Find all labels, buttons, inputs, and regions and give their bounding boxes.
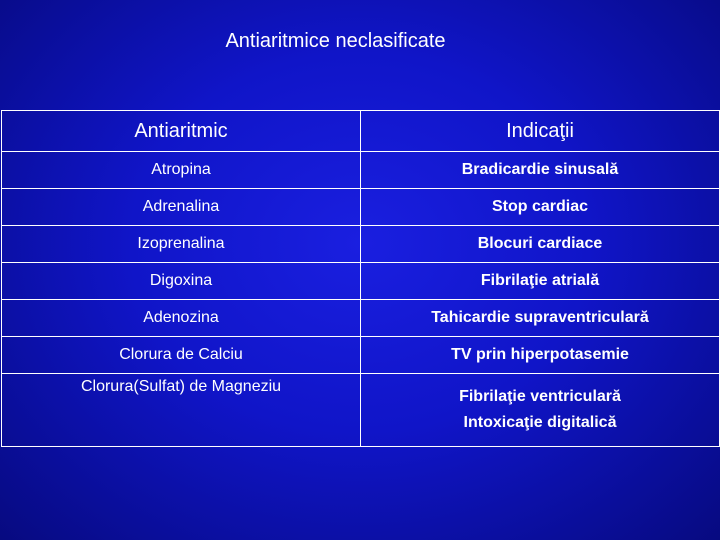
table-row [2,300,720,337]
table-row [2,226,720,263]
header-indication: Indicaţii [361,111,720,152]
drug-cell: Clorura(Sulfat) de Magneziu [2,374,361,447]
table-header-row [2,111,720,152]
drug-cell: Atropina [2,152,361,189]
indication-line: Intoxicaţie digitalică [463,414,617,431]
drug-cell: Clorura de Calciu [2,337,361,374]
indication-cell: Tahicardie supraventriculară [361,300,720,337]
indication-line: Fibrilaţie ventriculară [459,388,621,405]
table-row [2,263,720,300]
header-drug: Antiaritmic [2,111,361,152]
indication-cell: Stop cardiac [361,189,720,226]
indication-cell [361,374,720,447]
antiarrhythmic-table [1,110,720,447]
table-row [2,337,720,374]
table-row [2,152,720,189]
indication-cell: Fibrilaţie atrială [361,263,720,300]
drug-cell: Adrenalina [2,189,361,226]
table-row [2,374,720,447]
indication-cell: Blocuri cardiace [361,226,720,263]
indication-cell: TV prin hiperpotasemie [361,337,720,374]
table-row [2,189,720,226]
drug-cell: Izoprenalina [2,226,361,263]
drug-cell: Digoxina [2,263,361,300]
indication-cell: Bradicardie sinusală [361,152,720,189]
slide-title: Antiaritmice neclasificate [225,30,446,52]
drug-cell: Adenozina [2,300,361,337]
